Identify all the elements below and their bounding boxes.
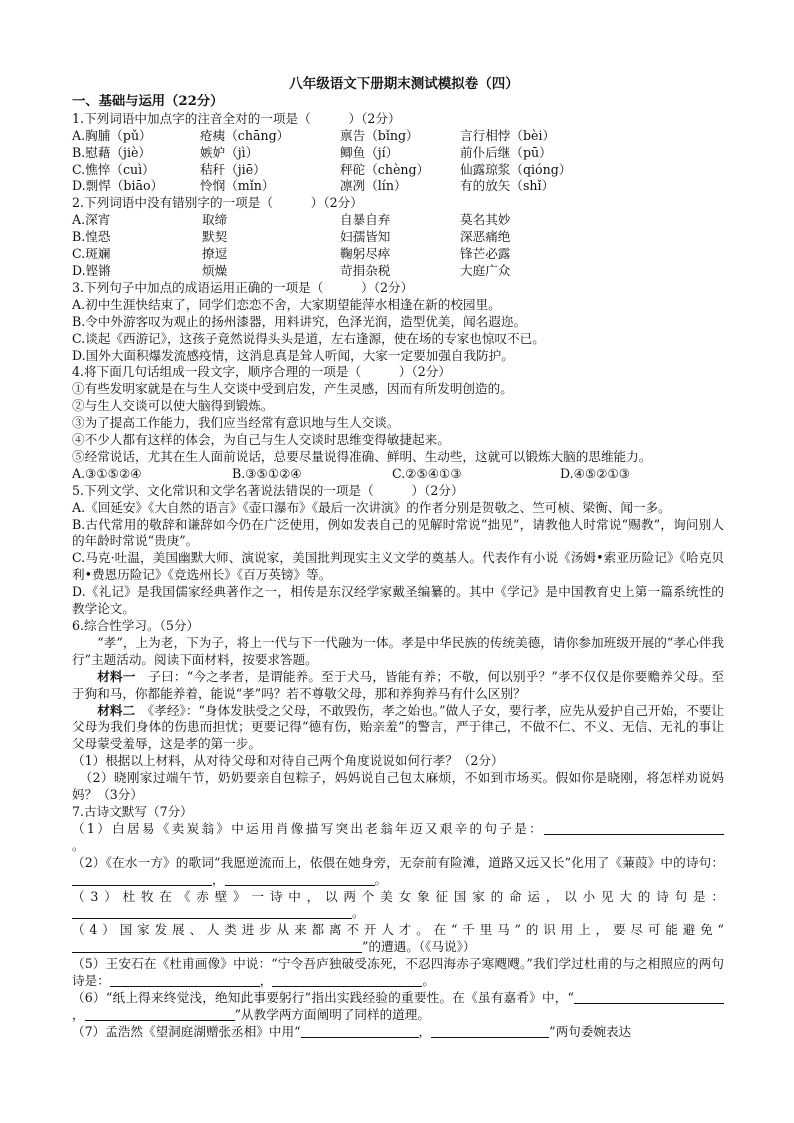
question-7-part-3 [72,889,724,923]
option-cell: 嫉妒（jì） [200,144,259,160]
material-1 [72,669,724,703]
material-2 [72,703,724,754]
answer-blank[interactable] [85,1008,235,1021]
option-cell: 大庭广众 [460,262,511,278]
answer-blank[interactable] [574,991,724,1004]
option-cell: A.胸脯（pǔ） [72,127,152,143]
option-cell: C.憔悴（cuì） [72,161,155,177]
option-cell: 深恶痛绝 [460,229,511,245]
question-6-part-1: （1）根据以上材料，从对待父母和对待自己两个角度说说如何行孝？（2分） [72,753,504,769]
answer-blank[interactable] [272,974,422,987]
question-2-option-b [72,229,724,246]
part-text: 。 [374,871,388,887]
part-text: ， [72,1006,85,1022]
option-cell: 撩逗 [202,246,228,262]
part-text: （1）白居易《卖炭翁》中运用肖像描写突出老翁年迈又艰辛的句子是： [72,820,544,836]
option-cell: 怜悯（mǐn） [200,178,275,194]
question-1-stem: 1.下列词语中加点字的注音全对的一项是（ ）（2分） [72,110,401,126]
option-cell: 禀告（bǐng） [340,127,419,143]
question-6-part-2: （2）晓刚家过端午节，奶奶要亲自包粽子，妈妈说自己包太麻烦，不如到市场买。假如你是晓刚，将怎样劝说妈妈？（3分） [72,770,724,803]
option-cell: 仙露琼浆（qióng） [460,161,572,177]
question-3-stem: 3.下列句子中加点的成语运用正确的一项是（ ）（2分） [72,279,414,295]
page-title: 八年级语文下册期末测试模拟卷（四） [289,76,519,92]
option-cell: A.③①⑤②④ [72,465,142,481]
question-2-stem: 2.下列词语中没有错别字的一项是（ ）（2分） [72,195,363,211]
question-5-option-b: B.古代常用的敬辞和谦辞如今仍在广泛使用，例如发表自己的见解时常说“拙见”，请教他人时常说“赐教”，询问别人的年龄时常说“贵庚”。 [72,516,724,549]
question-2-option-a [72,212,724,229]
part-text: 。 [72,837,87,853]
option-cell: 莫名其妙 [460,212,511,228]
question-1-option-b [72,145,724,162]
part-text: ”的遭遇。（《马说》） [362,939,476,955]
option-cell: 锋芒必露 [460,246,511,262]
material-1-text: 子曰：“今之孝者，是谓能养。至于犬马，皆能有养；不敬，何以别乎？”孝不仅仅是你要赡养父母。至于狗和马，你都能养着，能说“孝”吗？若不尊敬父母，那和养狗养马有什么区别？ [72,668,724,701]
option-cell: C.②⑤④①③ [392,465,462,481]
question-4-stem: 4.将下面几句话组成一段文字，顺序合理的一项是（ ）（2分） [72,364,451,380]
question-3-option-a: A.初中生涯快结束了，同学们恋恋不舍，大家期望能萍水相逢在新的校园里。 [72,296,501,312]
question-4-sentence-1: ①有些发明家就是在与生人交谈中受到启发，产生灵感，因而有所发明创造的。 [72,381,513,397]
option-cell: C.斑斓 [72,246,111,262]
option-cell: 取缔 [202,212,228,228]
part-text: （6）“纸上得来终觉浅，绝知此事要躬行”指出实践经验的重要性。在《虽有嘉肴》中，“ [72,989,574,1005]
question-7-part-1 [72,821,724,855]
option-cell: D.④⑤②①③ [560,465,631,481]
option-cell: 言行相悖（bèi） [460,127,556,143]
exam-page [72,76,724,1041]
question-7-stem: 7.古诗文默写（7分） [72,803,193,819]
option-cell: 自暴自弃 [340,212,391,228]
question-6-stem: 6.综合性学习。（5分） [72,618,200,633]
question-2-option-d [72,263,724,280]
question-7-part-5 [72,956,724,990]
part-text: （7）孟浩然《望洞庭湖赠张丞相》中用“ [72,1023,301,1039]
option-cell: 凛冽（lín） [340,178,407,194]
option-cell: 疮痍（chāng） [200,127,290,143]
part-text: （3）杜牧在《赤壁》一诗中，以两个美女象征国家的命运，以小见大的诗句是： [72,888,724,904]
question-4-sentence-4: ④不少人都有这样的体会，为自己与生人交谈时思维变得敏捷起来。 [72,432,450,448]
answer-blank[interactable] [110,974,260,987]
option-cell: 鞠躬尽瘁 [340,246,391,262]
option-cell: B.③⑤①②④ [232,465,302,481]
question-7-part-7 [72,1024,724,1041]
option-cell: 秸秆（jiē） [200,161,266,177]
option-cell: D.剽悍（biāo） [72,178,164,194]
option-cell: A.深宵 [72,212,111,228]
part-text: （5）王安石在《杜甫画像》中说：“宁令吾庐独破受冻死，不忍四海赤子寒飕飕。”我们学过杜甫的与之相照应的两句诗是： [72,956,724,989]
option-cell: 默契 [202,229,228,245]
material-2-label: 材料二 [97,702,136,718]
question-3-option-d: D.国外大面积爆发流感疫情，这消息真是耸人听闻，大家一定要加强自我防护。 [72,347,514,363]
option-cell: 妇孺皆知 [340,229,391,245]
part-text: ”两句委婉表达 [549,1023,632,1039]
part-text: ， [418,1023,432,1039]
question-4-sentence-5: ⑤经常说话，尤其在生人面前说话，总要尽量说得准确、鲜明、生动些，这就可以锻炼大脑的思维能力。 [72,448,652,464]
option-cell: 苛捐杂税 [340,262,391,278]
answer-blank[interactable] [225,873,375,886]
question-7-part-6 [72,990,724,1024]
answer-blank[interactable] [72,873,212,886]
answer-blank[interactable] [544,822,724,835]
question-7-part-4 [72,922,724,956]
question-4-sentence-3: ③为了提高工作能力，我们应当经常有意识地与生人交谈。 [72,415,400,431]
option-cell: 有的放矢（shǐ） [460,178,555,194]
option-cell: 前仆后继（pū） [460,144,552,160]
part-text: （4）国家发展、人类进步从来都离不开人才。在“千里马”的识用上，要尽可能避免“ [72,922,724,938]
answer-blank[interactable] [301,1025,419,1038]
answer-blank[interactable] [431,1025,549,1038]
part-text: ， [259,973,273,989]
question-3-option-c: C.谈起《西游记》，这孩子竟然说得头头是道，左右逢源，使在场的专家也惊叹不已。 [72,330,545,346]
question-1-option-a [72,128,724,145]
part-text: 。 [352,905,365,921]
question-5-option-d: D.《礼记》是我国儒家经典著作之一，相传是东汉经学家戴圣编纂的。其中《学记》是中国教育史上第一篇系统性的教学论文。 [72,584,724,617]
question-6-intro: “孝”，上为老，下为子，将上一代与下一代融为一体。孝是中华民族的传统美德，请你参加班级开展的“孝心伴我行”主题活动。阅读下面材料，按要求答题。 [72,634,724,667]
section-heading: 一、基础与运用（22分） [72,93,224,109]
question-4-options [72,466,724,483]
question-4-sentence-2: ②与生人交谈可以使大脑得到锻炼。 [72,398,274,414]
answer-blank[interactable] [72,940,362,953]
question-5-option-a: A.《回延安》《大自然的语言》《壶口瀑布》《最后一次讲演》的作者分别是贺敬之、竺可桢、梁衡、闻一多。 [72,499,671,515]
option-cell: D.铿锵 [72,262,111,278]
question-1-option-c [72,162,724,179]
option-cell: B.慰藉（jiè） [72,144,152,160]
material-1-label: 材料一 [97,668,136,684]
question-5-option-c: C.马克·吐温，美国幽默大师、演说家，美国批判现实主义文学的奠基人。代表作有小说《汤姆•索亚历险记》《哈克贝利•费恩历险记》《竞选州长》《百万英镑》等。 [72,550,724,583]
part-text: 。 [422,973,435,989]
question-7-part-2 [72,855,724,889]
part-text: （2）《在水一方》的歌词“我愿逆流而上，依偎在她身旁，无奈前有险滩，道路又远又长”化用了《蒹葭》中的诗句： [72,854,724,870]
part-text: ， [212,871,225,887]
option-cell: B.惶恐 [72,229,111,245]
question-2-option-c [72,246,724,263]
option-cell: 烦燥 [202,262,228,278]
question-3-option-b: B.令中外游客叹为观止的扬州漆器，用料讲究，色泽光润，造型优美，闻名遐迩。 [72,313,527,329]
option-cell: 秤砣（chèng） [340,161,430,177]
part-text: ”从教学两方面阐明了同样的道理。 [234,1006,430,1022]
question-5-stem: 5.下列文学、文化常识和文学名著说法错误的一项是（ ）（2分） [72,482,464,498]
answer-blank[interactable] [72,906,352,919]
question-1-option-d [72,178,724,195]
option-cell: 鲫鱼（jí） [340,144,399,160]
material-2-text: 《孝经》：“身体发肤受之父母，不敢毁伤，孝之始也。”做人子女，要行孝，应先从爱护自己开始，不要让父母为我们身体的伤患而担忧；更要记得“德有伤，贻亲羞”的警言，严于律己，不做不仁、不义、无信、无礼的事让父母蒙受羞辱，这是孝的第一步。 [72,702,724,752]
